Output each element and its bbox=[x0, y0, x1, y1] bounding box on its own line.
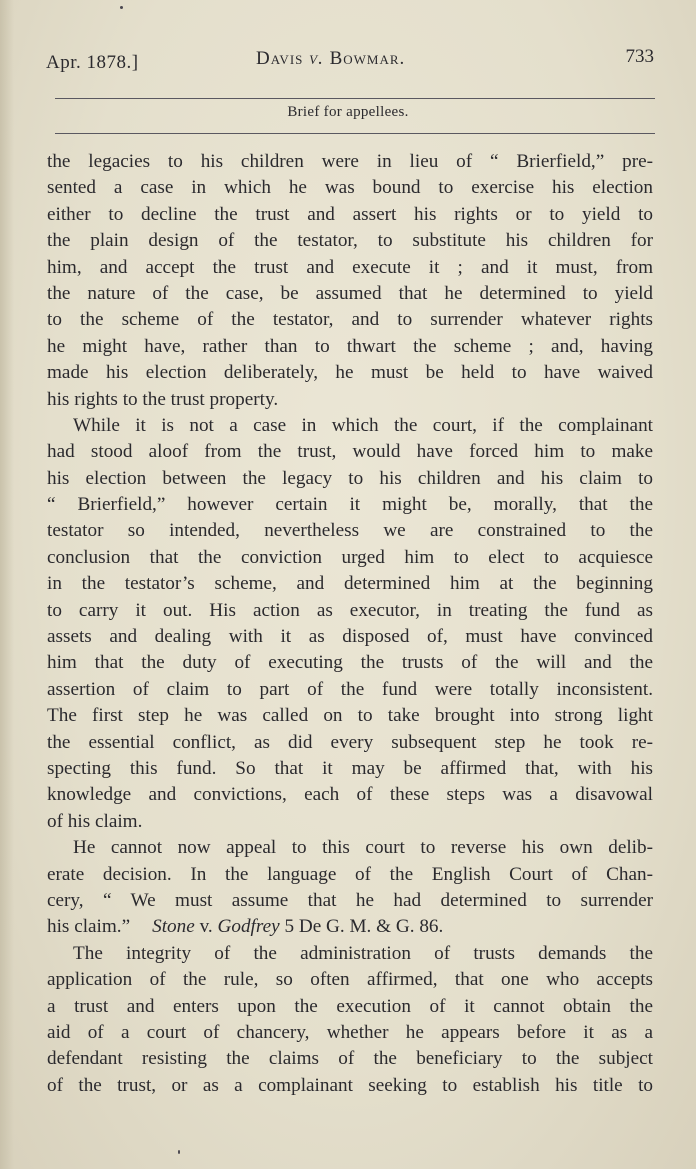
line-text: either to decline the trust and assert his rights or to yield to bbox=[47, 203, 653, 225]
citation-party-1: Stone bbox=[152, 916, 195, 938]
case-title-text: Davis v. Bowmar. bbox=[256, 48, 406, 69]
line-text: knowledge and convictions, each of these steps was a disavowal bbox=[47, 784, 653, 806]
case-citation bbox=[152, 916, 443, 937]
citation-reporter: 5 De G. M. & G. 86. bbox=[279, 916, 444, 938]
text-line bbox=[47, 1020, 653, 1046]
line-text: The first step he was called on to take brought into strong light bbox=[47, 705, 653, 727]
text-line bbox=[47, 703, 653, 729]
line-text: made his election deliberately, he must be held to have waived bbox=[47, 362, 653, 384]
text-line bbox=[47, 994, 653, 1020]
text-line bbox=[47, 492, 653, 518]
header-case-title bbox=[256, 48, 405, 70]
text-line bbox=[47, 175, 653, 201]
line-text: The integrity of the administration of trusts demands the bbox=[73, 942, 653, 964]
running-header bbox=[46, 46, 654, 80]
print-speck bbox=[178, 1150, 180, 1154]
text-line bbox=[47, 914, 653, 940]
text-line bbox=[47, 571, 653, 597]
text-line bbox=[47, 387, 653, 413]
text-line bbox=[47, 255, 653, 281]
line-text: in the testator’s scheme, and determined him at the beginning bbox=[47, 573, 653, 595]
text-line bbox=[47, 439, 653, 465]
text-line bbox=[47, 518, 653, 544]
line-text: application of the rule, so often affirmed, that one who accepts bbox=[47, 969, 653, 991]
citation-versus: v. bbox=[194, 916, 218, 938]
line-text: his claim.” bbox=[47, 916, 131, 938]
line-text: him, and accept the trust and execute it ; and it must, from bbox=[47, 256, 653, 278]
line-text: specting this fund. So that it may be affirmed that, with his bbox=[47, 757, 653, 779]
line-text: of his claim. bbox=[47, 810, 143, 832]
text-line bbox=[47, 941, 653, 967]
line-text: to the scheme of the testator, and to surrender whatever rights bbox=[47, 309, 653, 331]
line-text: the plain design of the testator, to substitute his children for bbox=[47, 230, 653, 252]
line-text: of the trust, or as a complainant seeking to establish his title to bbox=[47, 1074, 653, 1096]
page-edge-shadow bbox=[0, 0, 14, 1169]
body-text bbox=[47, 149, 653, 1099]
text-line bbox=[47, 413, 653, 439]
page-number: 733 bbox=[625, 46, 654, 67]
line-text: him that the duty of executing the trusts of the will and the bbox=[47, 652, 653, 674]
text-line bbox=[47, 967, 653, 993]
print-speck bbox=[120, 6, 123, 9]
line-text: he might have, rather than to thwart the scheme ; and, having bbox=[47, 335, 653, 357]
text-line bbox=[47, 888, 653, 914]
text-line bbox=[47, 809, 653, 835]
line-text: “ Brierfield,” however certain it might be, morally, that the bbox=[47, 494, 653, 516]
text-line bbox=[47, 149, 653, 175]
header-rule-top bbox=[55, 98, 655, 99]
text-line bbox=[47, 835, 653, 861]
text-line bbox=[47, 228, 653, 254]
text-line bbox=[47, 281, 653, 307]
text-line bbox=[47, 598, 653, 624]
header-rule-bottom bbox=[55, 133, 655, 134]
line-text: the essential conflict, as did every subsequent step he took re- bbox=[47, 731, 653, 753]
text-line bbox=[47, 334, 653, 360]
subheading-text: Brief for appellees. bbox=[287, 104, 409, 120]
text-line bbox=[47, 307, 653, 333]
line-text: aid of a court of chancery, whether he appears before it as a bbox=[47, 1021, 653, 1043]
text-line bbox=[47, 756, 653, 782]
line-text: conclusion that the conviction urged him to elect to acquiesce bbox=[47, 546, 653, 568]
text-line bbox=[47, 466, 653, 492]
text-line bbox=[47, 650, 653, 676]
line-text: a trust and enters upon the execution of it cannot obtain the bbox=[47, 995, 653, 1017]
text-line bbox=[47, 782, 653, 808]
line-text: the legacies to his children were in lieu of “ Brierfield,” pre- bbox=[47, 151, 653, 172]
line-text: his election between the legacy to his children and his claim to bbox=[47, 467, 653, 489]
line-text: defendant resisting the claims of the beneficiary to the subject bbox=[47, 1048, 653, 1070]
line-text: While it is not a case in which the court, if the complainant bbox=[73, 414, 653, 436]
text-line bbox=[47, 202, 653, 228]
text-line bbox=[47, 624, 653, 650]
line-text: his rights to the trust property. bbox=[47, 388, 279, 410]
line-text: the nature of the case, be assumed that he determined to yield bbox=[47, 282, 653, 304]
section-subheading bbox=[0, 104, 696, 121]
text-line bbox=[47, 677, 653, 703]
text-line bbox=[47, 1073, 653, 1099]
citation-party-2: Godfrey bbox=[217, 916, 280, 938]
header-date: Apr. 1878.] bbox=[46, 52, 139, 73]
line-text: cery, “ We must assume that he had determined to surrender bbox=[47, 889, 653, 911]
line-text: to carry it out. His action as executor, in treating the fund as bbox=[47, 599, 653, 621]
text-line bbox=[47, 360, 653, 386]
text-line bbox=[47, 1046, 653, 1072]
line-text: had stood aloof from the trust, would have forced him to make bbox=[47, 441, 653, 463]
line-text: assets and dealing with it as disposed of, must have convinced bbox=[47, 626, 653, 648]
text-line bbox=[47, 730, 653, 756]
line-text: testator so intended, nevertheless we are constrained to the bbox=[47, 520, 653, 542]
line-text: assertion of claim to part of the fund were totally inconsistent. bbox=[47, 678, 653, 700]
versus-abbrev: v. bbox=[309, 48, 324, 69]
line-text: sented a case in which he was bound to exercise his election bbox=[47, 177, 653, 199]
text-line bbox=[47, 545, 653, 571]
text-line bbox=[47, 862, 653, 888]
line-text: erate decision. In the language of the English Court of Chan- bbox=[47, 863, 653, 885]
line-text: He cannot now appeal to this court to reverse his own delib- bbox=[73, 837, 653, 859]
